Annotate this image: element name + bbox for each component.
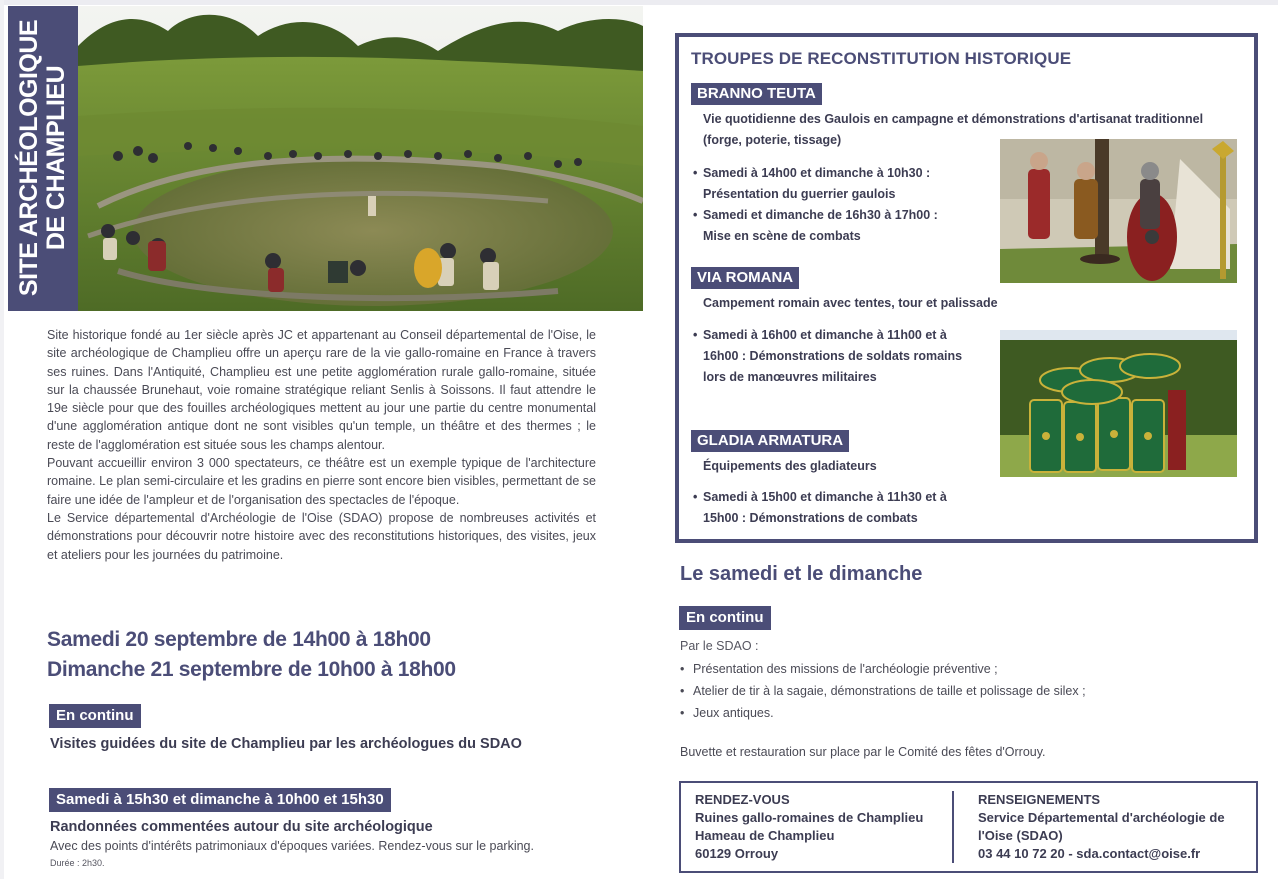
list-item-line: • Samedi et dimanche de 16h30 à 17h00 : [703,208,938,222]
list-item-line: Mise en scène de combats [703,229,861,243]
troupe-list-gladia [693,487,993,529]
list-item-line: lors de manœuvres militaires [703,370,877,384]
site-title-line-1: SITE ARCHÉOLOGIQUE [15,19,43,297]
list-item-line: Présentation du guerrier gaulois [703,187,896,201]
buvette-note: Buvette et restauration sur place par le Comité des fêtes d'Orrouy. [680,745,1046,759]
sdao-activities-list [680,658,1086,724]
troupe-desc-branno: Vie quotidienne des Gaulois en campagne et démonstrations d'artisanat traditionnel (forge, poterie, tissage) [703,112,1204,147]
list-item [693,487,993,529]
gaulois-photo-illustration [1000,139,1237,283]
renseignements-heading: RENSEIGNEMENTS [978,792,1101,807]
sdao-intro: Par le SDAO : [680,639,759,653]
randonnees-duree: Durée : 2h30. [50,858,105,868]
testudo-photo-illustration [1000,330,1237,477]
troupe-tag-gladia: GLADIA ARMATURA [691,430,849,452]
list-item-line: 15h00 : Démonstrations de combats [703,511,918,525]
rendez-vous-line: Ruines gallo-romaines de Champlieu [695,810,924,825]
troupes-box [675,33,1258,543]
rendez-vous-line: 60129 Orrouy [695,846,779,861]
info-divider [952,791,954,863]
site-title [16,8,70,308]
contact-line[interactable]: 03 44 10 72 20 - sda.contact@oise.fr [978,846,1201,861]
troupe-desc-via: Campement romain avec tentes, tour et palissade [703,296,998,310]
list-item [693,325,993,388]
list-item-line: 16h00 : Démonstrations de soldats romains [703,349,963,363]
theatre-photo-illustration [78,6,643,311]
date-sunday: Dimanche 21 septembre de 10h00 à 18h00 [47,658,456,681]
intro-paragraph: Le Service départemental d'Archéologie de l'Oise (SDAO) propose de nombreuses activités et démonstrations pour découvrir notre histoire avec des reconstitutions historiques, des visites, jeux et ateliers pour les journées du patrimoine. [47,510,596,562]
list-item-line: • Samedi à 15h00 et dimanche à 11h30 et à [703,490,947,504]
troupe-list-via [693,325,993,388]
info-box [679,781,1258,873]
list-item: • Atelier de tir à la sagaie, démonstrations de taille et polissage de silex ; [680,680,1086,702]
en-continu-tag: En continu [49,704,141,728]
rendez-vous-line: Hameau de Champlieu [695,828,835,843]
rendez-vous [695,791,923,863]
page-edge-left [0,0,4,879]
troupe-list-branno [693,163,993,247]
date-saturday: Samedi 20 septembre de 14h00 à 18h00 [47,628,431,651]
list-item [693,163,993,205]
page-edge [0,0,1278,5]
visites-guidees: Visites guidées du site de Champlieu par les archéologues du SDAO [50,736,522,752]
weekend-title: Le samedi et le dimanche [680,563,923,585]
list-item-line: • Samedi à 14h00 et dimanche à 10h30 : [703,166,931,180]
site-title-line-2: DE CHAMPLIEU [42,65,70,251]
list-item-line: • Samedi à 16h00 et dimanche à 11h00 et à [703,328,947,342]
troupes-title: TROUPES DE RECONSTITUTION HISTORIQUE [691,49,1072,68]
gaulois-photo [1000,139,1237,283]
schedule-tag: Samedi à 15h30 et dimanche à 10h00 et 15h30 [49,788,391,812]
renseignements [978,791,1225,863]
intro-paragraph: Pouvant accueillir environ 3 000 spectateurs, ce théâtre est un exemple typique de l'architecture romaine. Le plan semi-circulaire et les gradins en pierre sont encore bien visibles, permettant de se faire une idée de l'ampleur et de l'organisation des spectacles de l'époque. [47,456,596,507]
troupe-tag-branno: BRANNO TEUTA [691,83,822,105]
renseignements-line: Service Départemental d'archéologie de [978,810,1225,825]
list-item: • Jeux antiques. [680,702,1086,724]
vertical-title-band [8,6,78,311]
list-item: • Présentation des missions de l'archéologie préventive ; [680,658,1086,680]
troupe-desc-gladia: Équipements des gladiateurs [703,459,877,473]
randonnees-title: Randonnées commentées autour du site archéologique [50,819,433,835]
list-item [693,205,993,247]
intro-text [47,326,596,564]
renseignements-line: l'Oise (SDAO) [978,828,1063,843]
en-continu-tag: En continu [679,606,771,630]
event-dates [47,625,607,685]
testudo-photo [1000,330,1237,477]
theatre-photo [78,6,643,311]
troupe-tag-via: VIA ROMANA [691,267,799,289]
intro-paragraph: Site historique fondé au 1er siècle après JC et appartenant au Conseil départemental de l'Oise, le site archéologique de Champlieu offre un aperçu rare de la vie gallo-romaine en France à travers ses ruines. Dans l'Antiquité, Champlieu est une petite agglomération rurale gallo-romaine, située sur la chaussée Brunehaut, voie romaine stratégique reliant Senlis à Soissons. Il faut attendre le 19e siècle pour que des fouilles archéologiques mettent au jour une partie du centre monumental d'une agglomération antique dont ne sont visibles qu'un temple, un théâtre et des thermes ; le reste de l'agglomération est située sous les champs alentour. [47,328,596,452]
randonnees-text: Avec des points d'intérêts patrimoniaux d'époques variées. Rendez-vous sur le parking. [50,839,534,853]
rendez-vous-heading: RENDEZ-VOUS [695,792,790,807]
